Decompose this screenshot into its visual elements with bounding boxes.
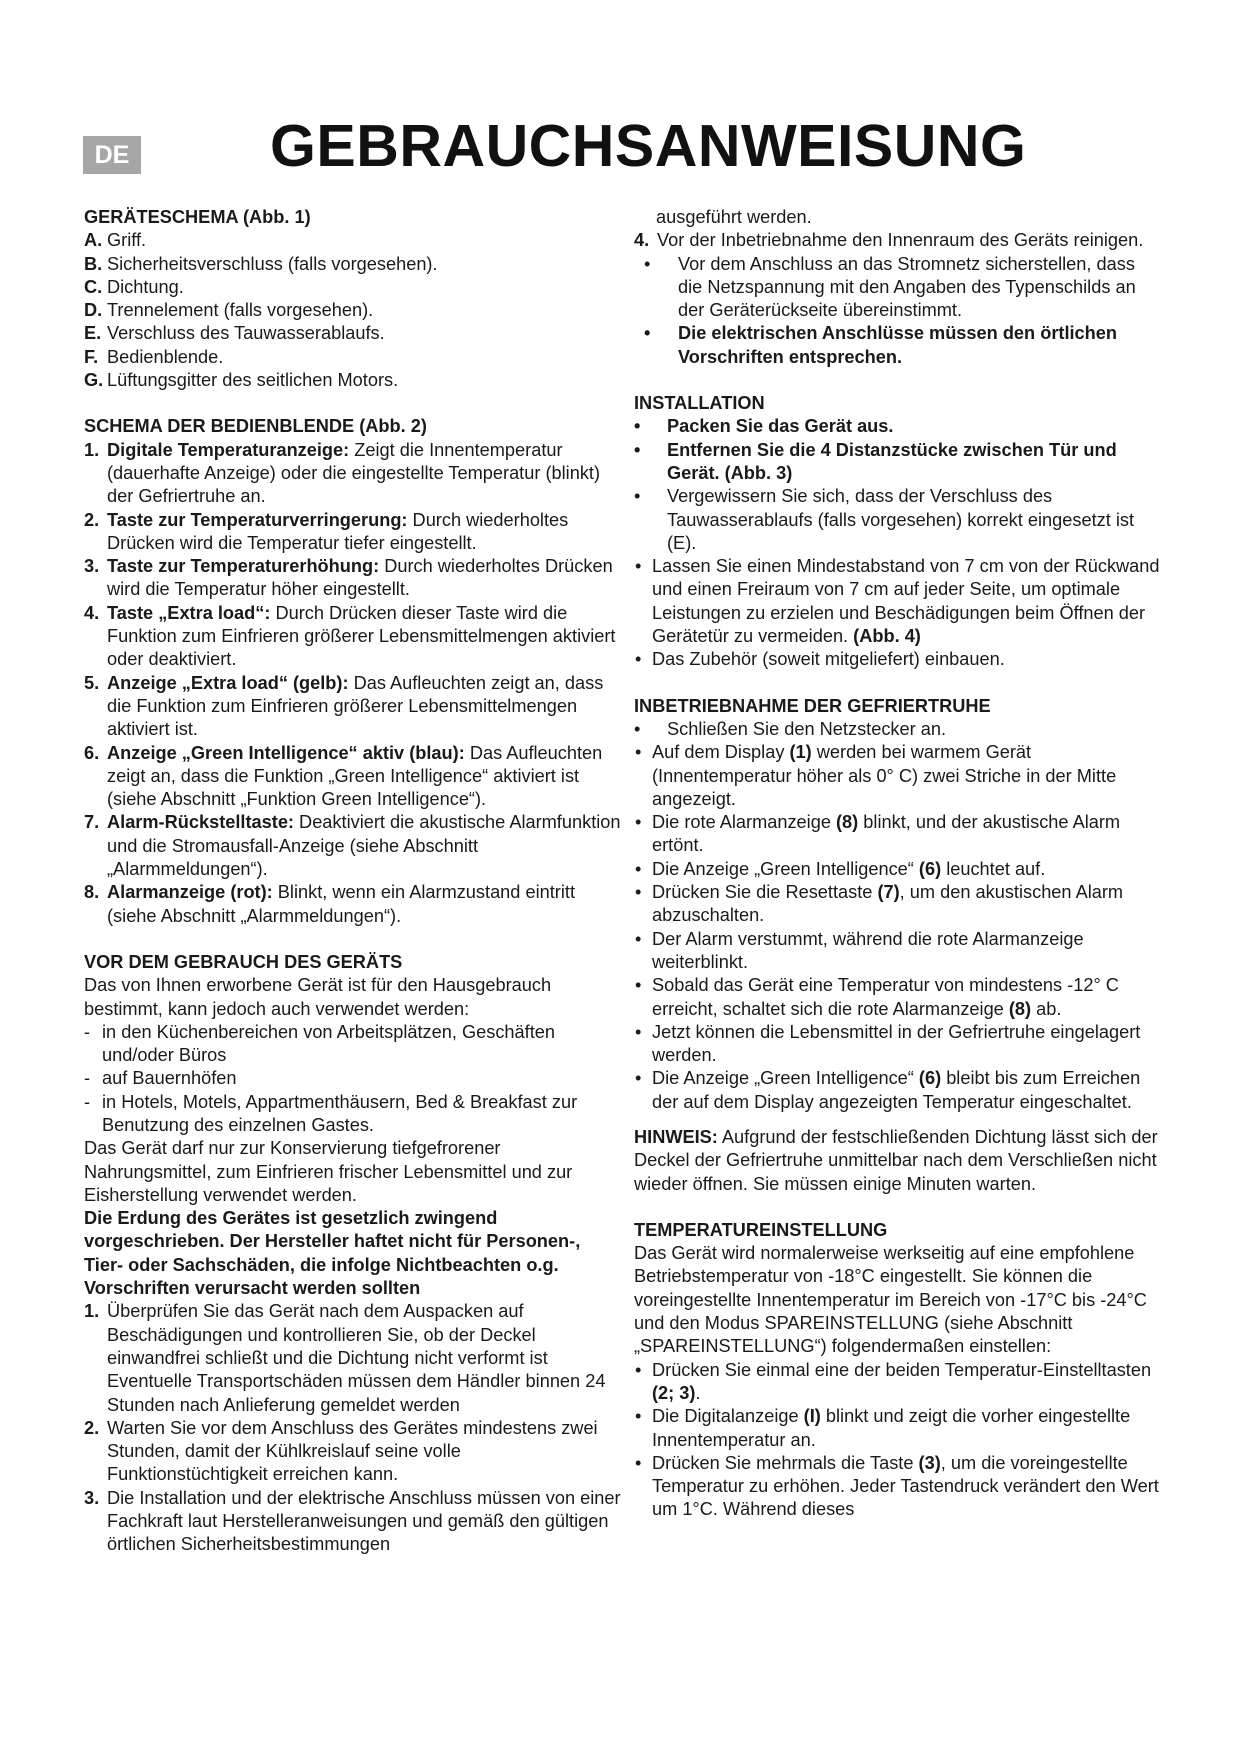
item-label: Alarmanzeige (rot): xyxy=(107,882,273,903)
bullet-item xyxy=(634,1021,1164,1068)
bullet-ref: (3) xyxy=(918,1452,941,1473)
item-key: 4. xyxy=(84,602,100,623)
bullet-item xyxy=(634,858,1164,881)
item-key: G. xyxy=(84,370,104,391)
bullet-text-post: bleibt bis zum Erreichen der auf dem Display angezeigten Temperatur eingeschaltet. xyxy=(652,1068,1141,1112)
dash-item xyxy=(84,1021,624,1068)
bullet-ref: (Abb. 4) xyxy=(848,626,921,647)
bedienblende-list xyxy=(84,439,624,928)
section-title-vor-gebrauch: VOR DEM GEBRAUCH DES GERÄTS xyxy=(84,951,403,972)
bullet-text-post: , um die voreingestellte Temperatur zu erhöhen. Jeder Tastendruck verändert den Wert um 1°C. Während dieses xyxy=(652,1452,1159,1520)
bullet-marker: • xyxy=(634,416,641,437)
bullet-item xyxy=(634,415,1164,438)
bullet-text-post: werden bei warmem Gerät (Innentemperatur höher als 0° C) zwei Striche in der Mitte angezeigt. xyxy=(652,742,1117,809)
bullet-text-post: leuchtet auf. xyxy=(941,858,1046,879)
bullet-text: Die elektrischen Anschlüsse müssen den örtlichen Vorschriften entsprechen. xyxy=(678,323,1118,367)
bullet-text: Auf dem Display xyxy=(652,742,790,763)
step-item xyxy=(84,1417,624,1487)
bullet-marker: • xyxy=(635,1452,642,1473)
item-key: 7. xyxy=(84,812,100,833)
step3-continuation: ausgeführt werden. xyxy=(656,207,812,227)
item-label: Digitale Temperaturanzeige: xyxy=(107,439,350,460)
bullet-marker: • xyxy=(644,253,651,274)
item-text: Trennelement (falls vorgesehen). xyxy=(107,300,374,321)
item-key: 5. xyxy=(84,672,100,693)
item-text: Bedienblende. xyxy=(107,346,224,367)
step-key: 4. xyxy=(634,230,650,251)
step-key: 2. xyxy=(84,1417,100,1438)
list-item xyxy=(84,881,624,928)
item-label: Taste „Extra load“: xyxy=(107,602,271,623)
item-key: 2. xyxy=(84,509,100,530)
bullet-item xyxy=(634,1405,1164,1452)
bullet-item xyxy=(634,928,1164,975)
page-title: GEBRAUCHSANWEISUNG xyxy=(270,113,1027,179)
item-label: Alarm-Rückstelltaste: xyxy=(107,812,294,833)
bullet-text: Drücken Sie einmal eine der beiden Temperatur-Einstelltasten xyxy=(652,1359,1152,1380)
item-text: Verschluss des Tauwasserablaufs. xyxy=(107,323,385,344)
step-key: 3. xyxy=(84,1487,100,1508)
item-key: A. xyxy=(84,230,103,251)
bullet-marker: • xyxy=(635,812,642,833)
bullet-ref: (1) xyxy=(789,742,812,763)
bullet-marker: • xyxy=(635,975,642,996)
item-key: D. xyxy=(84,300,103,321)
bullet-item xyxy=(634,555,1164,648)
item-text: Durch Drücken dieser Taste wird die Funktion zum Einfrieren größerer Lebensmittelmengen aktiviert oder deaktiviert. xyxy=(107,602,616,670)
bullet-ref: (7) xyxy=(877,882,900,903)
bullet-text: Vergewissern Sie sich, dass der Verschluss des Tauwasserablaufs (falls vorgesehen) korrekt eingesetzt ist (E). xyxy=(667,486,1135,553)
list-item xyxy=(84,346,624,369)
hinweis-note xyxy=(634,1126,1164,1196)
hinweis-text: Aufgrund der festschließenden Dichtung lässt sich der Deckel der Gefriertruhe unmittelbar nach dem Verschließen nicht wieder öffnen. Sie müssen einige Minuten warten. xyxy=(634,1126,1158,1194)
bullet-marker: • xyxy=(635,882,642,903)
item-text: Zeigt die Innentemperatur (dauerhafte Anzeige) oder die eingestellte Temperatur (blinkt) der Gefriertruhe an. xyxy=(107,439,601,507)
dash-item-text: in den Küchenbereichen von Arbeitsplätzen, Geschäften und/oder Büros xyxy=(102,1021,555,1066)
bullet-text: Der Alarm verstummt, während die rote Alarmanzeige weiterblinkt. xyxy=(652,928,1084,972)
step-text: Vor der Inbetriebnahme den Innenraum des Geräts reinigen. xyxy=(657,230,1144,251)
dash-item-text: auf Bauernhöfen xyxy=(102,1068,237,1089)
bullet-marker: • xyxy=(635,928,642,949)
list-item xyxy=(84,602,624,672)
bullet-text-post: . xyxy=(695,1382,701,1403)
bullet-text-post: blinkt und zeigt die vorher eingestellte Innentemperatur an. xyxy=(652,1406,1131,1450)
bullet-marker: • xyxy=(635,649,642,670)
bullet-marker: • xyxy=(634,486,641,507)
item-text: Das Aufleuchten zeigt an, dass die Funktion zum Einfrieren größerer Lebensmittelmengen aktiviert ist. xyxy=(107,672,604,740)
dash-marker: - xyxy=(84,1091,91,1112)
section-title-inbetriebnahme: INBETRIEBNAHME DER GEFRIERTRUHE xyxy=(634,695,991,716)
warning-text: Die Erdung des Gerätes ist gesetzlich zwingend vorgeschrieben. Der Hersteller haftet nicht für Personen-, Tier- oder Sachschäden, die infolge Nichtbeachten o.g. Vorschriften verursacht werden sollten xyxy=(84,1208,581,1299)
item-text: Sicherheitsverschluss (falls vorgesehen). xyxy=(107,253,438,274)
bullet-text: Lassen Sie einen Mindestabstand von 7 cm von der Rückwand und einen Freiraum von 7 cm auf jeder Seite, um optimale Leistungen zu erzielen und Beschädigungen beim Öffnen der Gerätetür zu vermeiden. xyxy=(652,556,1160,647)
bullet-text: Das Zubehör (soweit mitgeliefert) einbauen. xyxy=(652,649,1005,670)
step-text: Die Installation und der elektrische Anschluss müssen von einer Fachkraft laut Herstelleranweisungen und gemäß den gültigen örtlichen Sicherheitsbestimmungen xyxy=(107,1487,621,1555)
bullet-marker: • xyxy=(635,1359,642,1380)
list-item xyxy=(84,322,624,345)
bullet-text: Sobald das Gerät eine Temperatur von mindestens -12° C erreicht, schaltet sich die rote Alarmanzeige xyxy=(652,975,1119,1019)
item-label: Taste zur Temperaturverringerung: xyxy=(107,509,408,530)
bullet-item xyxy=(634,1067,1164,1114)
step-item xyxy=(84,1487,624,1557)
step-item xyxy=(84,1300,624,1416)
list-item xyxy=(84,742,624,812)
item-key: 3. xyxy=(84,556,100,577)
item-key: B. xyxy=(84,253,103,274)
bullet-text-post: ab. xyxy=(1031,998,1062,1019)
dash-item xyxy=(84,1067,624,1090)
step-text: Überprüfen Sie das Gerät nach dem Auspacken auf Beschädigungen und kontrollieren Sie, ob der Deckel einwandfrei schließt und die Dichtung nicht verformt ist Eventuelle Transportschäden müssen dem Händler binnen 24 Stunden nach Anlieferung gemeldet werden xyxy=(107,1301,606,1415)
bullet-item xyxy=(634,741,1164,811)
bullet-text-post: blinkt, und der akustische Alarm ertönt. xyxy=(652,812,1121,856)
bullet-item xyxy=(634,974,1164,1021)
bullet-item xyxy=(634,439,1164,486)
bullet-text: Die Anzeige „Green Intelligence“ xyxy=(652,1068,919,1089)
bullet-item xyxy=(634,811,1164,858)
list-item xyxy=(84,672,624,742)
bullet-text: Die Anzeige „Green Intelligence“ xyxy=(652,858,919,879)
bullet-ref: (2; 3) xyxy=(652,1382,696,1403)
bullet-ref: (8) xyxy=(836,812,859,833)
item-key: C. xyxy=(84,276,103,297)
bullet-marker: • xyxy=(635,858,642,879)
bullet-item xyxy=(634,718,1164,741)
item-label: Anzeige „Green Intelligence“ aktiv (blau): xyxy=(107,742,465,763)
bullet-item xyxy=(634,253,1164,323)
item-text: Blinkt, wenn ein Alarmzustand eintritt (siehe Abschnitt „Alarmmeldungen“). xyxy=(107,882,575,926)
bullet-marker: • xyxy=(635,742,642,763)
bullet-marker: • xyxy=(644,323,651,344)
list-item xyxy=(84,811,624,881)
bullet-marker: • xyxy=(635,1021,642,1042)
bullet-text: Die rote Alarmanzeige xyxy=(652,812,836,833)
bullet-text: Entfernen Sie die 4 Distanzstücke zwischen Tür und Gerät. (Abb. 3) xyxy=(667,439,1117,483)
list-item xyxy=(84,253,624,276)
bullet-marker: • xyxy=(635,556,642,577)
list-item xyxy=(84,276,624,299)
dash-item xyxy=(84,1091,624,1138)
bullet-text-post: , um den akustischen Alarm abzuschalten. xyxy=(652,882,1124,926)
vor-gebrauch-intro: Das von Ihnen erworbene Gerät ist für den Hausgebrauch bestimmt, kann jedoch auch verwendet werden: xyxy=(84,975,552,1019)
item-text: Dichtung. xyxy=(107,276,184,297)
list-item xyxy=(84,439,624,509)
item-text: Griff. xyxy=(107,230,147,251)
left-column xyxy=(84,206,624,1557)
item-text: Deaktiviert die akustische Alarmfunktion und die Stromausfall-Anzeige (siehe Abschnitt „Alarmmeldungen“). xyxy=(107,812,621,880)
bullet-text: Packen Sie das Gerät aus. xyxy=(667,416,894,437)
bullet-text: Drücken Sie mehrmals die Taste xyxy=(652,1452,919,1473)
list-item xyxy=(84,229,624,252)
dash-marker: - xyxy=(84,1021,91,1042)
list-item xyxy=(84,509,624,556)
hinweis-label: HINWEIS: xyxy=(634,1126,718,1147)
section-title-geraeteschema: GERÄTESCHEMA (Abb. 1) xyxy=(84,207,311,227)
bullet-text: Drücken Sie die Resettaste xyxy=(652,882,878,903)
list-item xyxy=(84,369,624,392)
geraeteschema-list xyxy=(84,229,624,392)
bullet-item xyxy=(634,1359,1164,1406)
item-label: Anzeige „Extra load“ (gelb): xyxy=(107,672,349,693)
bullet-item xyxy=(634,485,1164,555)
item-key: 8. xyxy=(84,882,100,903)
item-key: 1. xyxy=(84,439,100,460)
dash-marker: - xyxy=(84,1068,91,1089)
bullet-text: Vor dem Anschluss an das Stromnetz sicherstellen, dass die Netzspannung mit den Angaben des Typenschilds an der Geräterückseite übereinstimmt. xyxy=(678,253,1136,321)
bullet-item xyxy=(634,322,1164,369)
section-title-temperatur: TEMPERATUREINSTELLUNG xyxy=(634,1219,888,1240)
step-key: 1. xyxy=(84,1301,100,1322)
bullet-ref: (6) xyxy=(918,1068,942,1089)
right-column xyxy=(634,206,1164,1522)
item-key: 6. xyxy=(84,742,100,763)
section-title-bedienblende: SCHEMA DER BEDIENBLENDE (Abb. 2) xyxy=(84,416,427,437)
item-text: Lüftungsgitter des seitlichen Motors. xyxy=(107,370,399,391)
bullet-marker: • xyxy=(634,718,641,739)
list-item xyxy=(84,555,624,602)
bullet-marker: • xyxy=(634,439,641,460)
bullet-text: Die Digitalanzeige xyxy=(652,1406,804,1427)
list-item xyxy=(84,299,624,322)
item-key: F. xyxy=(84,346,99,367)
bullet-marker: • xyxy=(635,1406,642,1427)
step-item xyxy=(634,229,1164,252)
temperatur-intro: Das Gerät wird normalerweise werkseitig auf eine empfohlene Betriebstemperatur von -18°C eingestellt. Sie können die voreingestellte Innentemperatur im Bereich von -17°C bis -24°C und den Modus SPAREINSTELLUNG (siehe Abschnitt „SPAREINSTELLUNG“) folgendermaßen einstellen: xyxy=(634,1243,1147,1357)
bullet-text: Schließen Sie den Netzstecker an. xyxy=(667,718,947,739)
bullet-ref: (I) xyxy=(803,1406,821,1427)
item-text: Durch wiederholtes Drücken wird die Temperatur tiefer eingestellt. xyxy=(107,509,569,553)
bullet-text: Jetzt können die Lebensmittel in der Gefriertruhe eingelagert werden. xyxy=(652,1021,1141,1066)
bullet-marker: • xyxy=(635,1068,642,1089)
usage-text: Das Gerät darf nur zur Konservierung tiefgefrorener Nahrungsmittel, zum Einfrieren frischer Lebensmittel und zur Eisherstellung verwendet werden. xyxy=(84,1138,573,1205)
section-title-installation: INSTALLATION xyxy=(634,393,765,414)
item-label: Taste zur Temperaturerhöhung: xyxy=(107,556,380,577)
bullet-item xyxy=(634,881,1164,928)
dash-item-text: in Hotels, Motels, Appartmenthäusern, Bed & Breakfast zur Benutzung des einzelnen Gastes. xyxy=(102,1091,578,1135)
bullet-item xyxy=(634,1452,1164,1522)
item-text: Das Aufleuchten zeigt an, dass die Funktion „Green Intelligence“ aktiviert ist (siehe Abschnitt „Funktion Green Intelligence“). xyxy=(107,742,603,810)
bullet-item xyxy=(634,648,1164,671)
step-text: Warten Sie vor dem Anschluss des Gerätes mindestens zwei Stunden, damit der Kühlkreislauf seine volle Funktionstüchtigkeit erreichen kann. xyxy=(107,1417,598,1485)
item-text: Durch wiederholtes Drücken wird die Temperatur höher eingestellt. xyxy=(107,556,613,600)
bullet-ref: (6) xyxy=(918,858,942,879)
item-key: E. xyxy=(84,323,102,344)
language-badge: DE xyxy=(83,136,141,174)
bullet-ref: (8) xyxy=(1008,998,1032,1019)
